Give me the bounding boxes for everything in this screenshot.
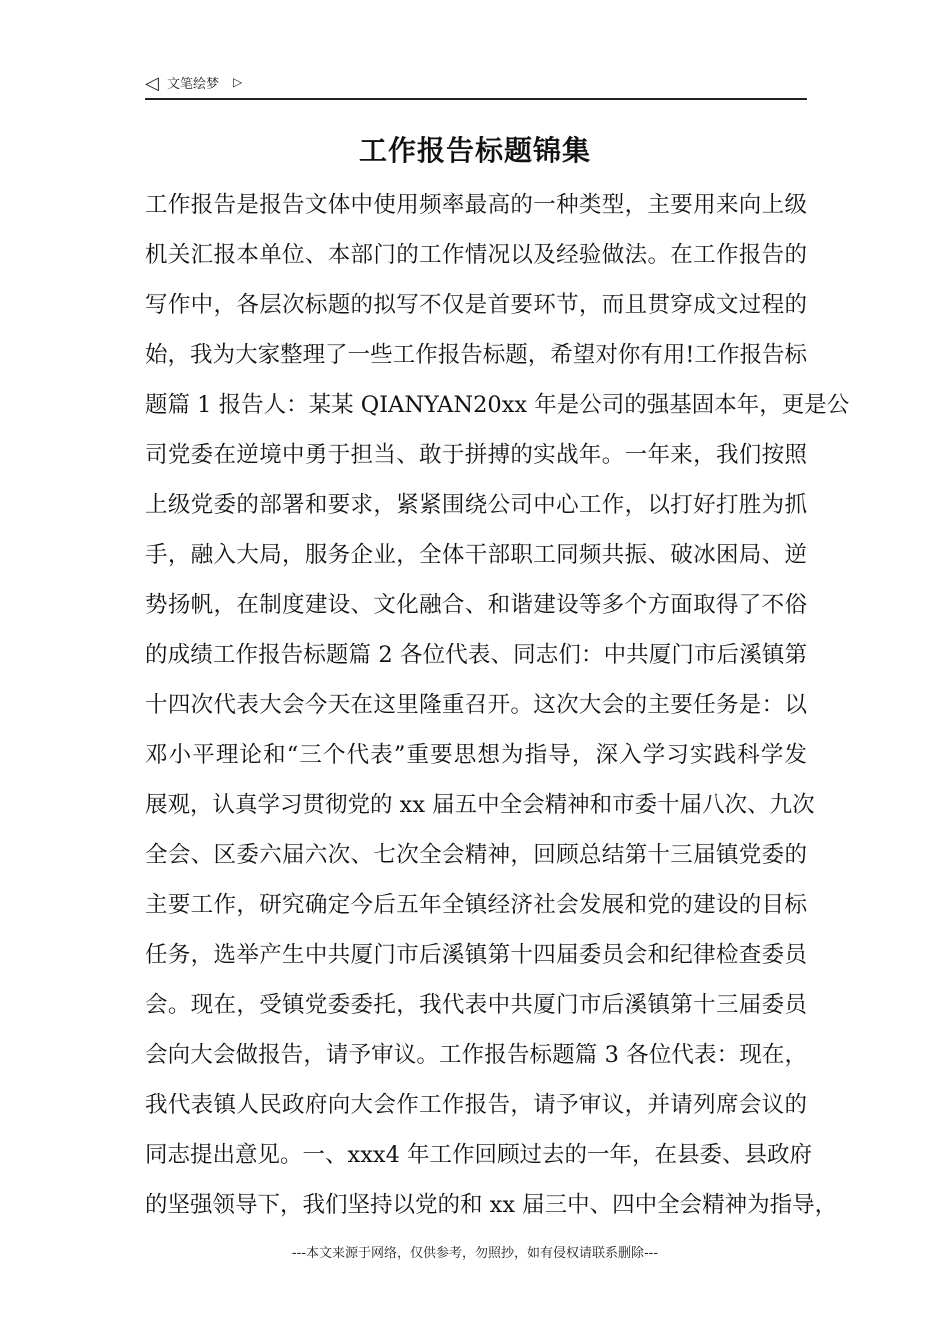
body-line: 题篇 1 报告人：某某 QIANYAN20xx 年是公司的强基固本年，更是公 xyxy=(145,392,850,418)
body-line: 邓小平理论和“三个代表”重要思想为指导，深入学习实践科学发 xyxy=(145,742,807,768)
right-triangle-icon: ▷ xyxy=(233,75,243,89)
page-footer-disclaimer: ---本文来源于网络，仅供参考，勿照抄，如有侵权请联系删除--- xyxy=(291,1246,659,1261)
body-line: 机关汇报本单位、本部门的工作情况以及经验做法。在工作报告的 xyxy=(145,242,807,268)
body-line: 始，我为大家整理了一些工作报告标题，希望对你有用!工作报告标 xyxy=(145,342,807,368)
page-header xyxy=(145,72,807,100)
body-line: 主要工作，研究确定今后五年全镇经济社会发展和党的建设的目标 xyxy=(145,892,807,918)
body-line: 我代表镇人民政府向大会作工作报告，请予审议，并请列席会议的 xyxy=(145,1092,807,1118)
body-line: 任务，选举产生中共厦门市后溪镇第十四届委员会和纪律检查委员 xyxy=(145,942,807,968)
body-line: 手，融入大局，服务企业，全体干部职工同频共振、破冰困局、逆 xyxy=(145,542,807,568)
body-line: 展观，认真学习贯彻党的 xx 届五中全会精神和市委十届八次、九次 xyxy=(145,792,815,818)
body-line: 全会、区委六届六次、七次全会精神，回顾总结第十三届镇党委的 xyxy=(145,842,807,868)
body-line: 会。现在，受镇党委委托，我代表中共厦门市后溪镇第十三届委员 xyxy=(145,992,807,1018)
body-line: 势扬帆，在制度建设、文化融合、和谐建设等多个方面取得了不俗 xyxy=(145,592,807,618)
body-line: 会向大会做报告，请予审议。工作报告标题篇 3 各位代表：现在， xyxy=(145,1042,807,1068)
body-line: 写作中，各层次标题的拟写不仅是首要环节，而且贯穿成文过程的 xyxy=(145,292,807,318)
body-line: 上级党委的部署和要求，紧紧围绕公司中心工作，以打好打胜为抓 xyxy=(145,492,807,518)
body-line: 的坚强领导下，我们坚持以党的和 xx 届三中、四中全会精神为指导， xyxy=(145,1192,838,1218)
body-line: 十四次代表大会今天在这里隆重召开。这次大会的主要任务是：以 xyxy=(145,692,807,718)
body-line: 工作报告是报告文体中使用频率最高的一种类型，主要用来向上级 xyxy=(145,192,807,218)
body-line: 司党委在逆境中勇于担当、敢于拼搏的实战年。一年来，我们按照 xyxy=(145,442,807,468)
header-brand: 文笔绘梦 xyxy=(167,77,220,92)
body-line: 的成绩工作报告标题篇 2 各位代表、同志们：中共厦门市后溪镇第 xyxy=(145,642,807,668)
document-title: 工作报告标题锦集 xyxy=(358,134,591,167)
body-line: 同志提出意见。一、xxx4 年工作回顾过去的一年，在县委、县政府 xyxy=(145,1142,813,1168)
document-body xyxy=(145,180,850,1230)
left-triangle-icon: ◁ xyxy=(145,73,159,94)
